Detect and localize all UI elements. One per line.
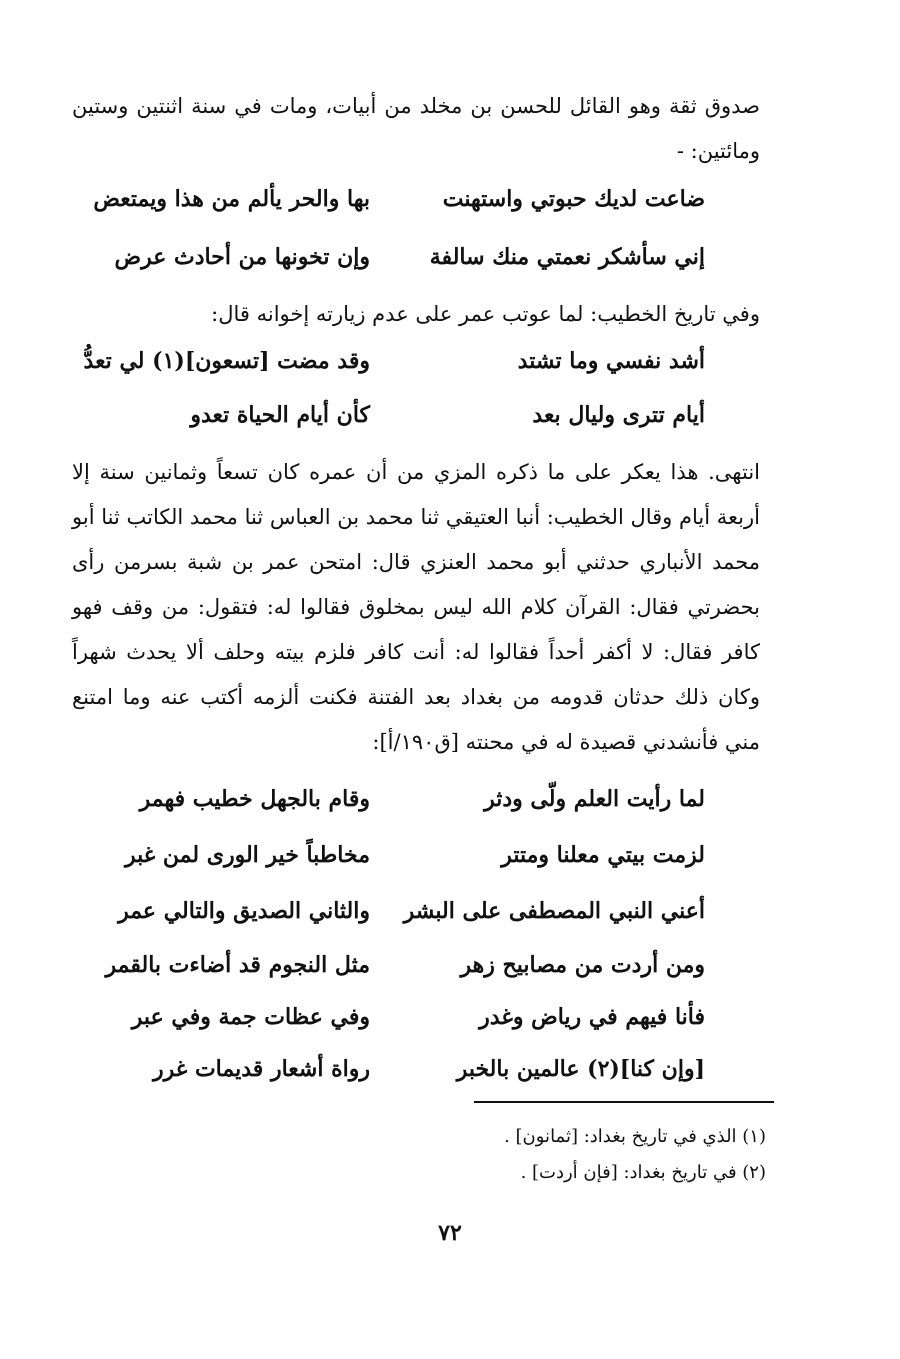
verse-second-hemistich: بها والحر يألم من هذا ويمتعض (93, 186, 370, 212)
verse-first-hemistich: ومن أردت من مصابيح زهر (460, 952, 705, 978)
verse-line (0, 1042, 900, 1096)
verse-first-hemistich: [وإن كنا](٢) عالمين بالخبر (456, 1056, 705, 1082)
verse-second-hemistich: وقد مضت [تسعون](١) لي تعدُّ (83, 348, 370, 374)
footnote-divider (474, 1101, 774, 1103)
verse-second-hemistich: وفي عظات جمة وفي عبر (131, 1004, 370, 1030)
verse-line (0, 990, 900, 1044)
verse-second-hemistich: وإن تخونها من أحادث عرض (114, 244, 370, 270)
verse-first-hemistich: أشد نفسي وما تشتد (517, 348, 705, 374)
verse-first-hemistich: أيام تترى وليال بعد (532, 402, 705, 428)
verse-first-hemistich: أعني النبي المصطفى على البشر (403, 898, 705, 924)
verse-second-hemistich: وقام بالجهل خطيب فهمر (139, 786, 370, 812)
verse-second-hemistich: مثل النجوم قد أضاءت بالقمر (105, 952, 370, 978)
verse-line (0, 230, 900, 284)
verse-line (0, 388, 900, 442)
verse-first-hemistich: إني سأشكر نعمتي منك سالفة (429, 244, 705, 270)
verse-first-hemistich: لما رأيت العلم ولّى ودثر (484, 786, 705, 812)
footnote-1: (١) الذي في تاريخ بغداد: [ثمانون] . (504, 1126, 766, 1147)
verse-second-hemistich: مخاطباً خير الورى لمن غبر (124, 842, 370, 868)
paragraph-narration: انتهى. هذا يعكر على ما ذكره المزي من أن عمره كان تسعاً وثمانين سنة إلا أربعة أيام وقال الخطيب: أنبا العتيقي ثنا محمد بن العباس ثنا محمد الكاتب ثنا أبو محمد الأنباري حدثني أبو محمد العنزي قال: امتحن عمر بن شبة بسرمن رأى بحضرتي فقال: القرآن كلام الله ليس بمخلوق فقالوا له: فتقول: من وقف فهو كافر فقال: لا أكفر أحداً فقالوا له: أنت كافر فلزم بيته وحلف ألا يحدث شهراً وكان ذلك حدثان قدومه من بغداد بعد الفتنة فكنت ألزمه أكتب عنه وما امتنع مني فأنشدني قصيدة له في محنته [ق١٩٠/أ]: (72, 460, 760, 754)
footnote-2: (٢) في تاريخ بغداد: [فإن أردت] . (520, 1162, 766, 1183)
verse-second-hemistich: كأن أيام الحياة تعدو (190, 402, 370, 428)
verse-second-hemistich: والثاني الصديق والتالي عمر (118, 898, 370, 924)
verse-line (0, 772, 900, 826)
verse-first-hemistich: لزمت بيتي معلنا ومتتر (501, 842, 705, 868)
paragraph-khatib: وفي تاريخ الخطيب: لما عوتب عمر على عدم زيارته إخوانه قال: (211, 302, 760, 326)
verse-line (0, 172, 900, 226)
page-number: ٧٢ (438, 1220, 462, 1246)
paragraph-intro: صدوق ثقة وهو القائل للحسن بن مخلد من أبيات، ومات في سنة اثنتين وستين ومائتين: - (72, 94, 760, 163)
verse-line (0, 334, 900, 388)
verse-first-hemistich: فأنا فيهم في رياض وغدر (479, 1004, 705, 1030)
verse-line (0, 884, 900, 938)
verse-line (0, 938, 900, 992)
verse-first-hemistich: ضاعت لديك حبوتي واستهنت (442, 186, 705, 212)
verse-second-hemistich: رواة أشعار قديمات غرر (153, 1056, 370, 1082)
verse-line (0, 828, 900, 882)
